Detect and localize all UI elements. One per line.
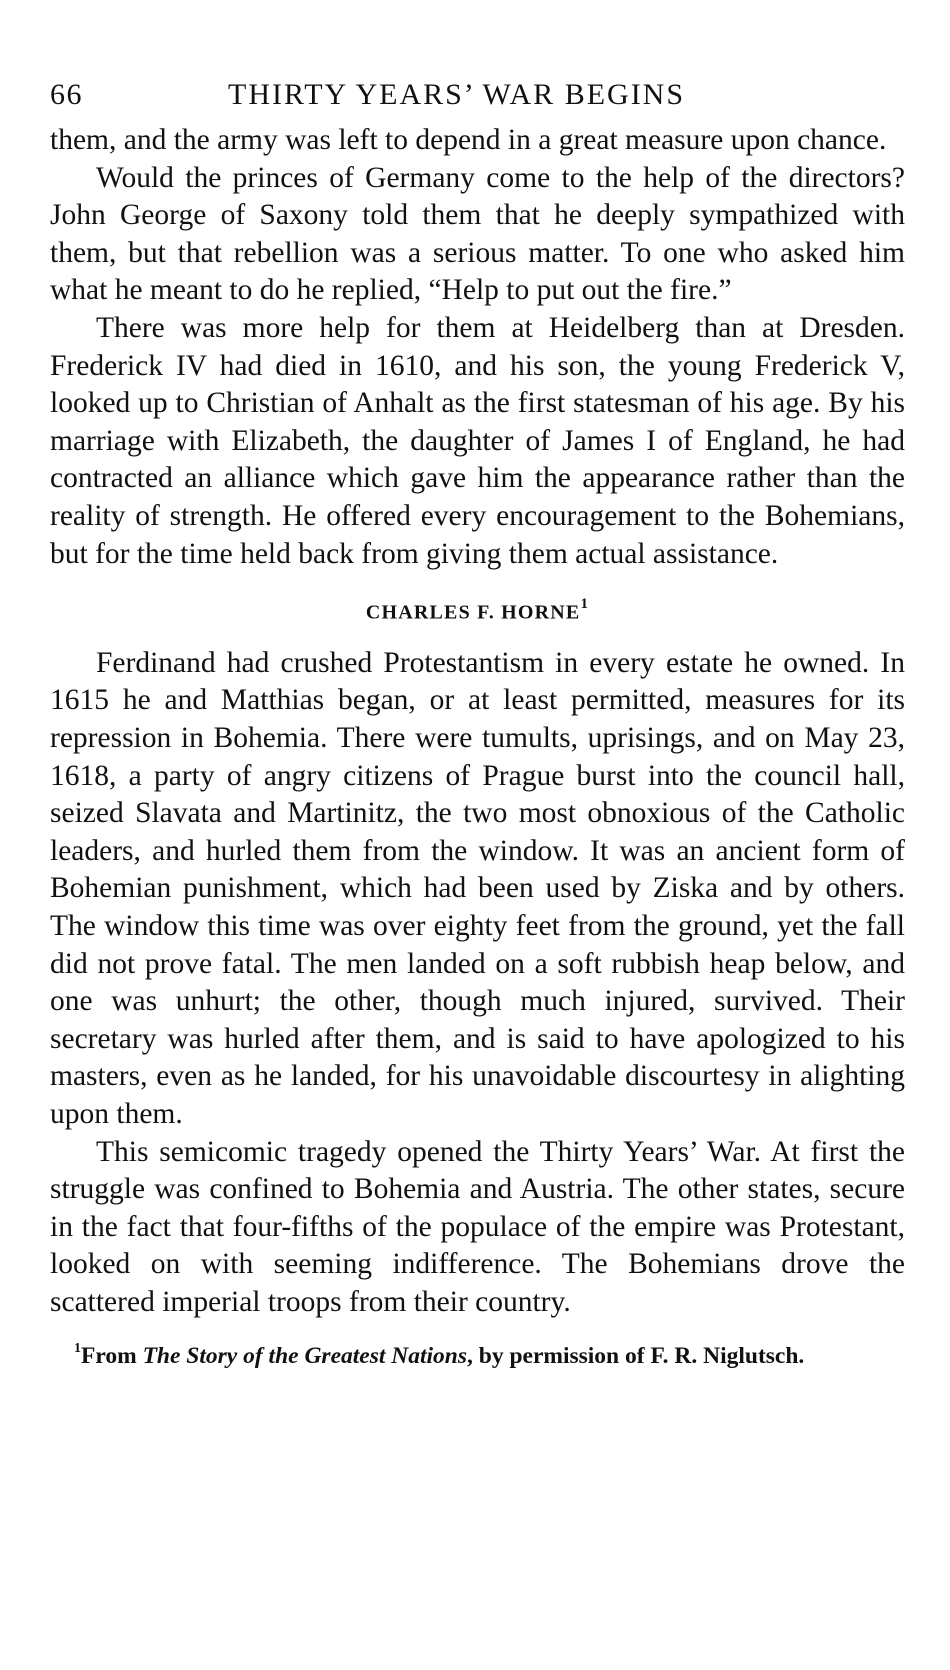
- footnote-suffix: , by permission of F. R. Niglutsch.: [467, 1343, 805, 1370]
- paragraph-ferdinand: Ferdinand had crushed Protestantism in every estate he owned. In 1615 he and Matthias began, or at least permitted, measures for its repression in Bohemia. There were tumults, uprisings, and on May 23, 1618, a party of angry citizens of Prague burst into the council hall, seized Slavata and Martinitz, the two most obnoxious of the Catholic leaders, and hurled them from the window. It was an ancient form of Bohemian punishment, which had been used by Ziska and by others. The window this time was over eighty feet from the ground, yet the fall did not prove fatal. The men landed on a soft rubbish heap below, and one was unhurt; the other, though much injured, survived. Their secretary was hurled after them, and is said to have apologized to his masters, even as he landed, for his unavoidable discourtesy in alighting upon them.: [50, 646, 905, 1130]
- page-number: 66: [50, 78, 83, 111]
- paragraph-continuation: them, and the army was left to depend in a great measure upon chance.: [50, 124, 887, 156]
- section-author-heading: [50, 596, 905, 625]
- footnote-prefix: From: [81, 1343, 143, 1370]
- footnote-marker: 1: [74, 1341, 81, 1357]
- paragraph-heidelberg: There was more help for them at Heidelberg than at Dresden. Frederick IV had died in 1610, and his son, the young Frederick V, looked up to Christian of Anhalt as the first statesman of his age. By his marriage with Elizabeth, the daughter of James I of England, he had contracted an alliance which gave him the appearance rather than the reality of strength. He offered every encouragement to the Bohemians, but for the time held back from giving them actual assistance.: [50, 311, 905, 570]
- footnote: [50, 1335, 905, 1372]
- section-author-name: CHARLES F. HORNE: [365, 601, 581, 624]
- footnote-reference: 1: [580, 596, 590, 613]
- paragraph-princes-of-germany: Would the princes of Germany come to the help of the directors? John George of Saxony told them that he deeply sympathized with them, but that rebellion was a serious matter. To one who asked him what he meant to do he replied, “Help to put out the fire.”: [50, 161, 905, 307]
- running-title: THIRTY YEARS’ WAR BEGINS: [228, 78, 686, 111]
- footnote-work-title: The Story of the Greatest Nations: [142, 1343, 467, 1370]
- running-header: [50, 70, 905, 122]
- book-page: [50, 70, 905, 1372]
- paragraph-semicomic-tragedy: This semicomic tragedy opened the Thirty Years’ War. At first the struggle was confined to Bohemia and Austria. The other states, secure in the fact that four-fifths of the populace of the empire was Protestant, looked on with seeming indifference. The Bohemians drove the scattered imperial troops from their country.: [50, 1135, 905, 1318]
